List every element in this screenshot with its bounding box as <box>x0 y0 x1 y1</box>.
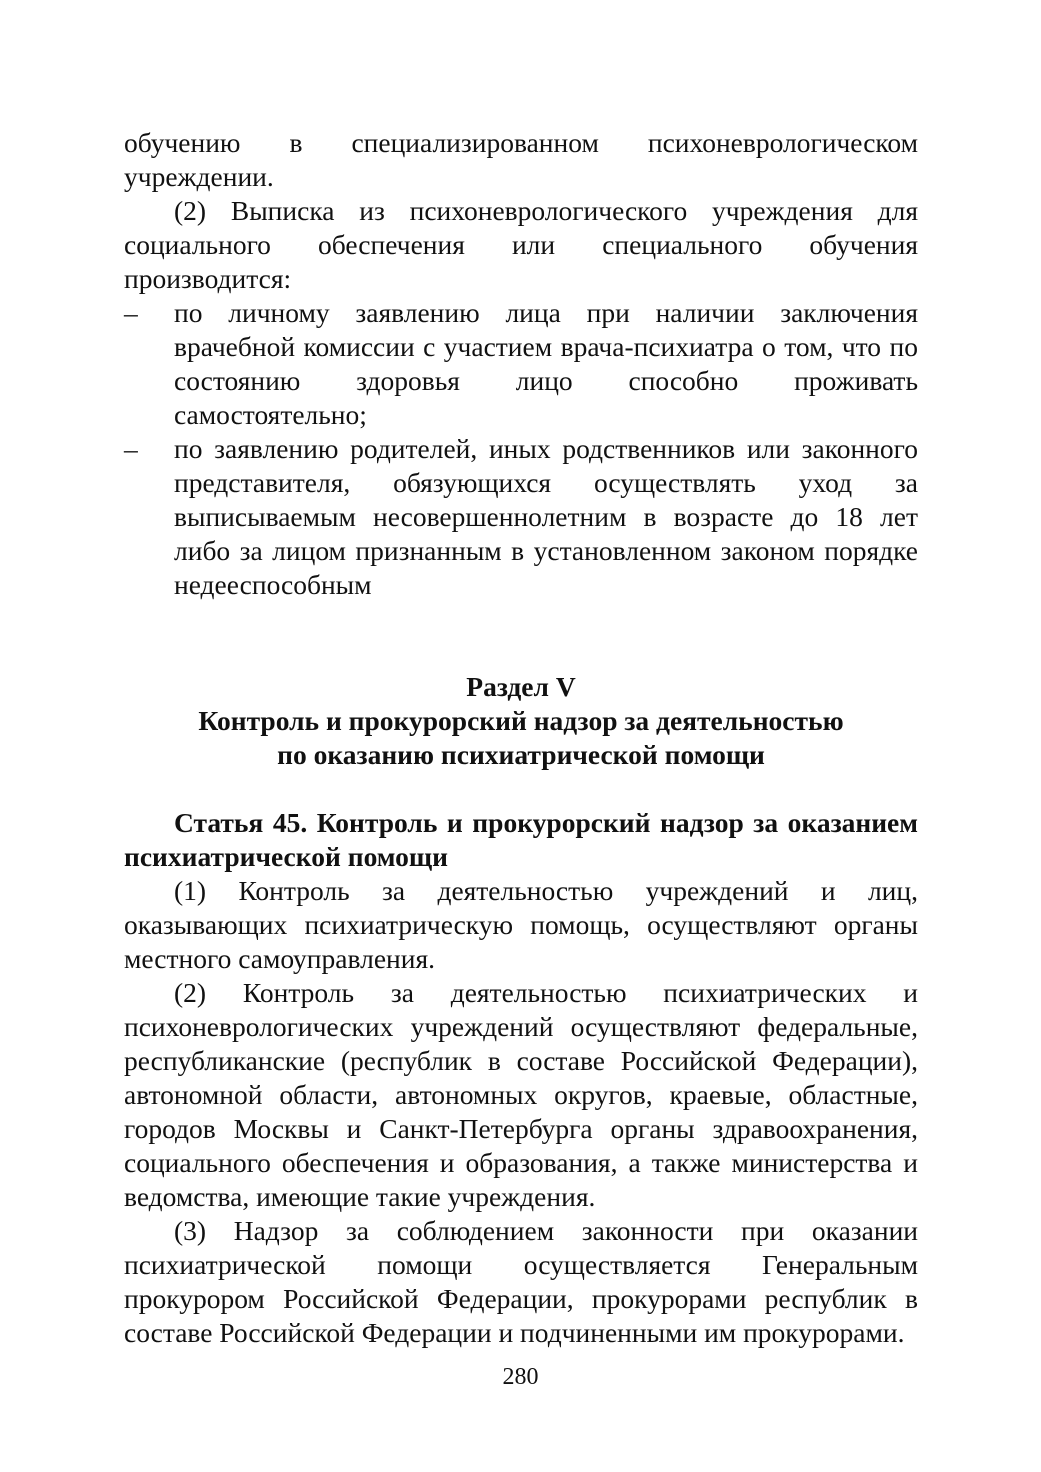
list-item <box>124 432 918 602</box>
paragraph-2: (2) Выписка из психоневрологического учреждения для социального обеспечения или специального обучения производится: <box>124 195 918 294</box>
section-title-line-2: по оказанию психиатрической помощи <box>277 739 765 770</box>
section-label: Раздел V <box>466 671 576 702</box>
document-page <box>124 126 918 1350</box>
list-item <box>124 296 918 432</box>
section-heading <box>124 670 918 772</box>
article-title: Статья 45. Контроль и прокурорский надзор за оказанием психиатрической помощи <box>124 807 918 872</box>
continued-paragraph: обучению в специализированном психоневрологическом учреждении. <box>124 127 918 192</box>
list-dash: – <box>124 297 138 328</box>
page-number: 280 <box>502 1364 539 1390</box>
list-dash: – <box>124 433 138 464</box>
list-item-text: по заявлению родителей, иных родственников или законного представителя, обязующихся осуществлять уход за выписываемым несовершеннолетним в возрасте до 18 лет либо за лицом признанным в установленном законом порядке недееспособным <box>174 433 918 600</box>
article-paragraph: (2) Контроль за деятельностью психиатрических и психоневрологических учреждений осуществляют федеральные, республиканские (республик в составе Российской Федерации), автономной области, автономных округов, краевые, областные, городов Москвы и Санкт-Петербурга органы здравоохранения, социального обеспечения и образования, а также министерства и ведомства, имеющие такие учреждения. <box>124 977 918 1212</box>
list-item-text: по личному заявлению лица при наличии заключения врачебной комиссии с участием врача-психиатра о том, что по состоянию здоровья лицо способно проживать самостоятельно; <box>174 297 918 430</box>
article-paragraph: (3) Надзор за соблюдением законности при оказании психиатрической помощи осуществляется Генеральным прокурором Российской Федерации, прокурорами республик в составе Российской Федерации и подчиненными им прокурорами. <box>124 1215 918 1348</box>
article-paragraph: (1) Контроль за деятельностью учреждений и лиц, оказывающих психиатрическую помощь, осуществляют органы местного самоуправления. <box>124 875 918 974</box>
section-title-line-1: Контроль и прокурорский надзор за деятельностью <box>198 705 844 736</box>
conditions-list <box>124 296 918 602</box>
